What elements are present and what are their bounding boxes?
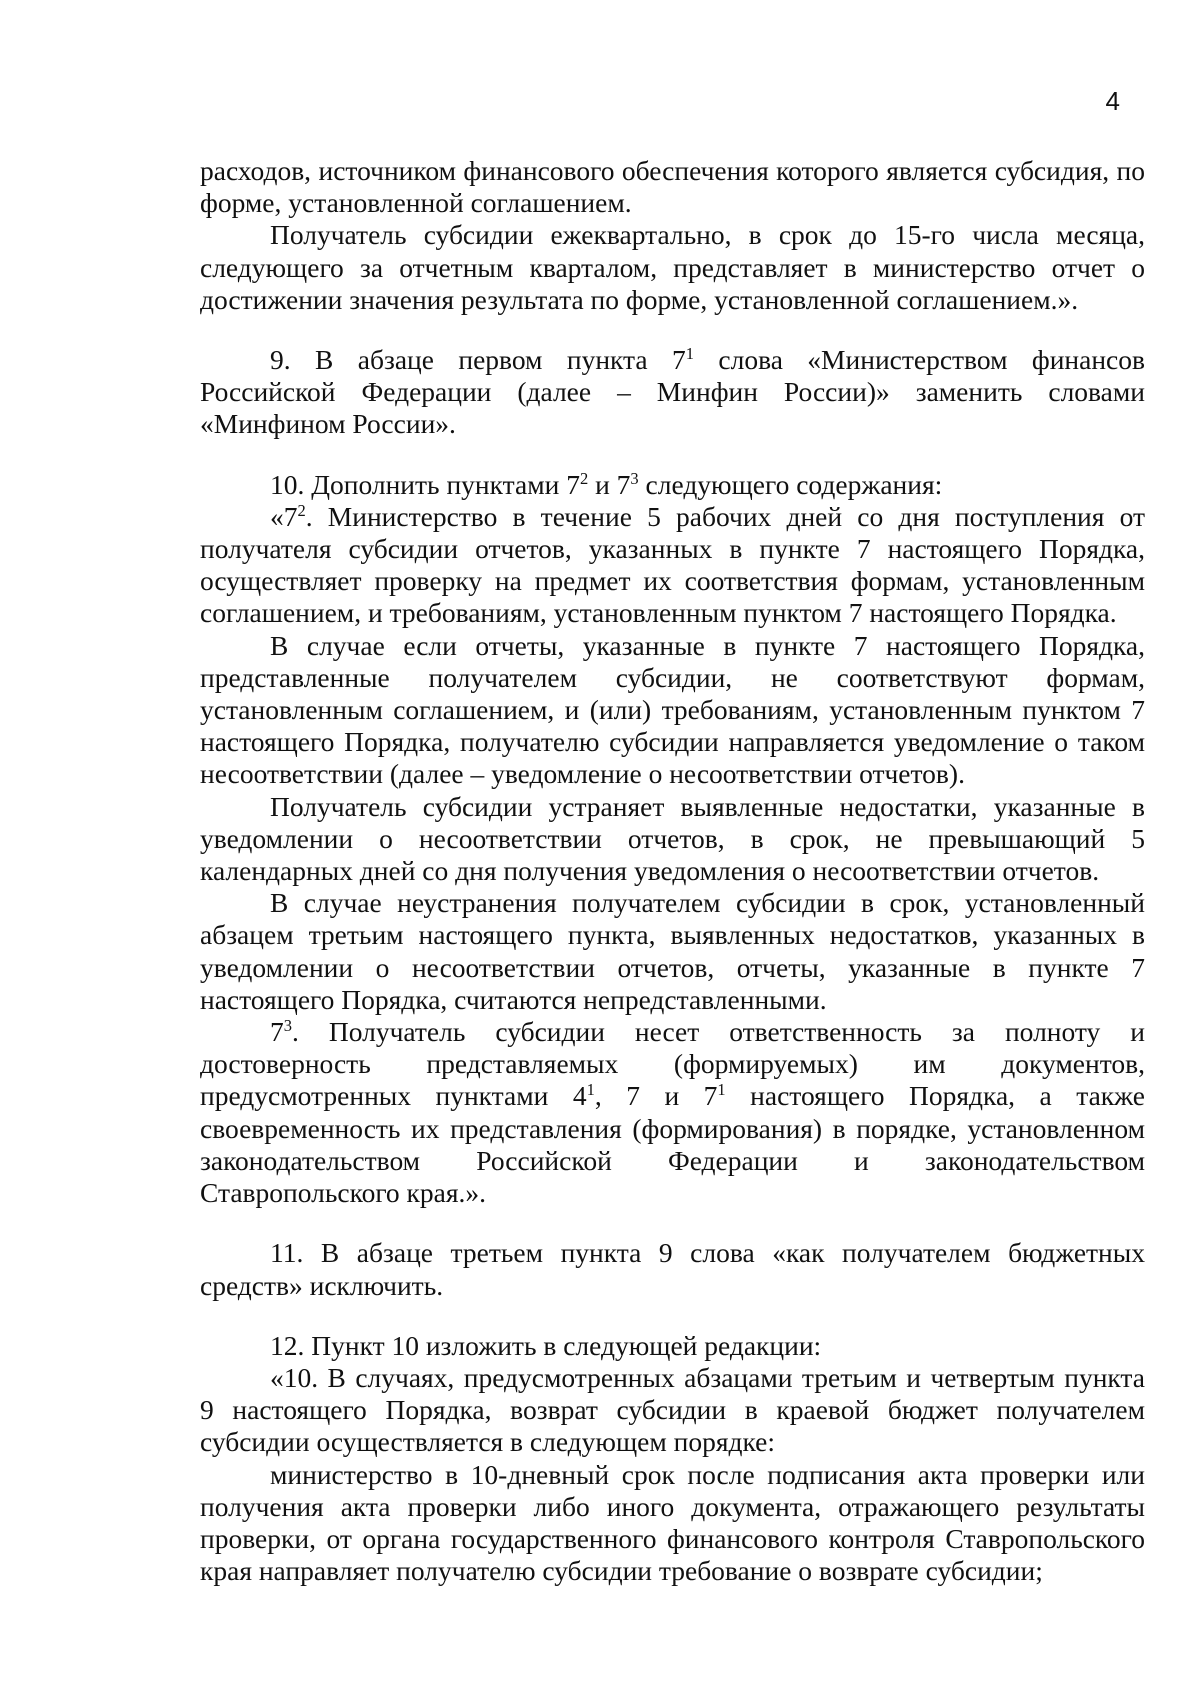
paragraph: «10. В случаях, предусмотренных абзацами третьим и четвертым пункта 9 настоящего Порядка, возврат субсидии в краевой бюджет получателем субсидии осуществляется в следующем порядке:	[200, 1361, 1145, 1458]
page-number: 4	[1105, 86, 1120, 116]
paragraph: В случае если отчеты, указанные в пункте 7 настоящего Порядка, представленные получателем субсидии, не соответствуют формам, установленным соглашением, и (или) требованиям, установленным пунктом 7 настоящего Порядка, получателю субсидии направляется уведомление о таком несоответствии (далее – уведомление о несоответствии отчетов).	[200, 629, 1145, 790]
paragraph: расходов, источником финансового обеспечения которого является субсидия, по форме, установленной соглашением.	[200, 155, 1145, 219]
paragraph: 9. В абзаце первом пункта $7^1$ слова «Министерством финансов Российской Федерации (далее – Минфин России)» заменить словами «Минфином России».	[200, 344, 1145, 440]
paragraph: министерство в 10-дневный срок после подписания акта проверки или получения акта проверки либо иного документа, отражающего результаты проверки, от органа государственного финансового контроля Ставропольского края направляет получателю субсидии требование о возврате субсидии;	[200, 1458, 1145, 1587]
paragraph: Получатель субсидии ежеквартально, в срок до 15-го числа месяца, следующего за отчетным кварталом, представляет в министерство отчет о достижении значения результата по форме, установленной соглашением.».	[200, 219, 1145, 315]
paragraph: Получатель субсидии устраняет выявленные недостатки, указанные в уведомлении о несоответствии отчетов, в срок, не превышающий 5 календарных дней со дня получения уведомления о несоответствии отчетов.	[200, 790, 1145, 887]
document-body	[200, 155, 1145, 1587]
paragraph: В случае неустранения получателем субсидии в срок, установленный абзацем третьим настоящего пункта, выявленных недостатков, указанных в уведомлении о несоответствии отчетов, отчеты, указанные в пункте 7 настоящего Порядка, считаются непредставленными.	[200, 887, 1145, 1015]
paragraph: 11. В абзаце третьем пункта 9 слова «как получателем бюджетных средств» исключить.	[200, 1237, 1145, 1301]
paragraph: «$7^2$. Министерство в течение 5 рабочих дней со дня поступления от получателя субсидии отчетов, указанных в пункте 7 настоящего Порядка, осуществляет проверку на предмет их соответствия формам, установленным соглашением, и требованиям, установленным пунктом 7 настоящего Порядка.	[200, 500, 1145, 629]
paragraph: $7^3$. Получатель субсидии несет ответственность за полноту и достоверность представляемых (формируемых) им документов, предусмотренных пунктами $4^1$, 7 и $7^1$ настоящего Порядка, а также своевременность их представления (формирования) в порядке, установленном законодательством Российской Федерации и законодательством Ставропольского края.».	[200, 1016, 1145, 1209]
paragraph: 12. Пункт 10 изложить в следующей редакции:	[270, 1329, 822, 1361]
paragraph: 10. Дополнить пунктами $7^2$ и $7^3$ следующего содержания:	[270, 468, 943, 500]
